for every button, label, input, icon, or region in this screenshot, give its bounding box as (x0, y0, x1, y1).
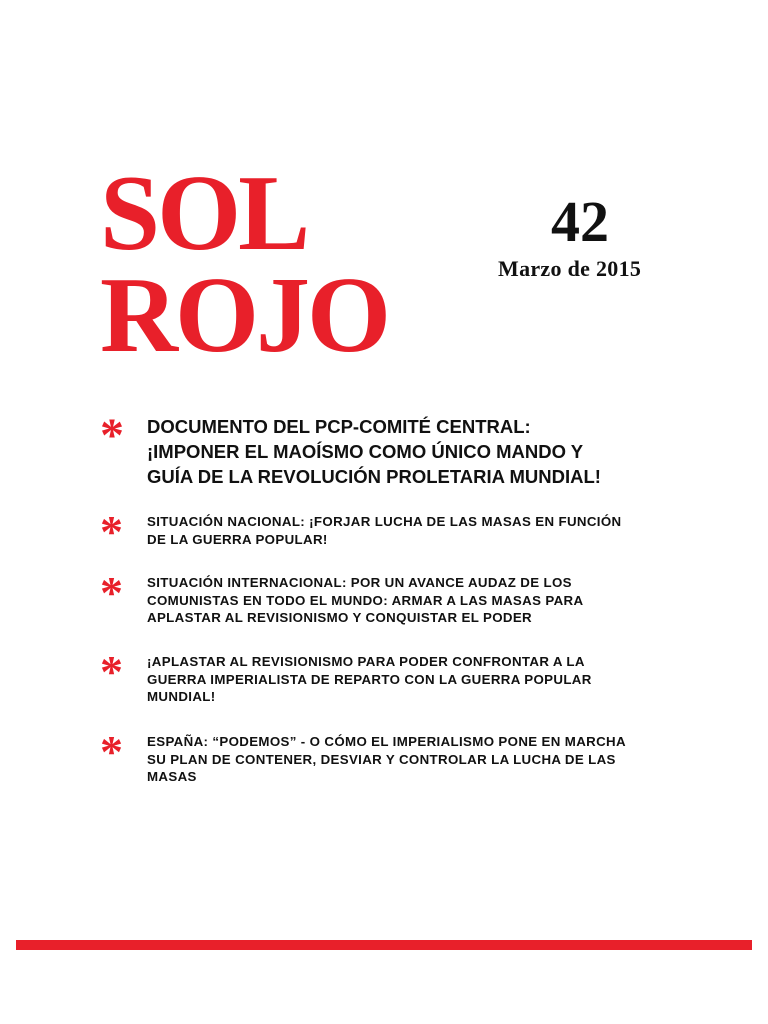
headline-text: ¡APLASTAR AL REVISIONISMO PARA PODER CONFRONTAR A LA GUERRA IMPERIALISTA DE REPARTO CON LA GUERRA POPULAR MUNDIAL! (147, 654, 592, 704)
headline-text: SITUACIÓN INTERNACIONAL: POR UN AVANCE AUDAZ DE LOS COMUNISTAS EN TODO EL MUNDO: ARMAR A LAS MASAS PARA APLASTAR AL REVISIONISMO Y CONQUISTAR EL PODER (147, 575, 584, 625)
masthead-title-line-1: SOL (100, 154, 308, 273)
issue-number: 42 (551, 189, 609, 254)
headline-text: ESPAÑA: “PODEMOS” - O CÓMO EL IMPERIALISMO PONE EN MARCHA SU PLAN DE CONTENER, DESVIAR Y CONTROLAR LA LUCHA DE LAS MASAS (147, 734, 626, 784)
headline-text: DOCUMENTO DEL PCP-COMITÉ CENTRAL: ¡IMPONER EL MAOÍSMO COMO ÚNICO MANDO Y GUÍA DE LA REVOLUCIÓN PROLETARIA MUNDIAL! (147, 416, 601, 487)
asterisk-bullet-icon: * (100, 726, 123, 777)
issue-date: Marzo de 2015 (498, 256, 642, 281)
asterisk-bullet-icon: * (100, 506, 123, 557)
asterisk-bullet-icon: * (100, 409, 124, 462)
asterisk-bullet-icon: * (100, 567, 123, 618)
masthead-title-line-2: ROJO (100, 256, 389, 375)
asterisk-bullet-icon: * (100, 646, 123, 697)
bottom-red-rule (16, 940, 752, 950)
headline-text: SITUACIÓN NACIONAL: ¡FORJAR LUCHA DE LAS MASAS EN FUNCIÓN DE LA GUERRA POPULAR! (147, 514, 622, 547)
